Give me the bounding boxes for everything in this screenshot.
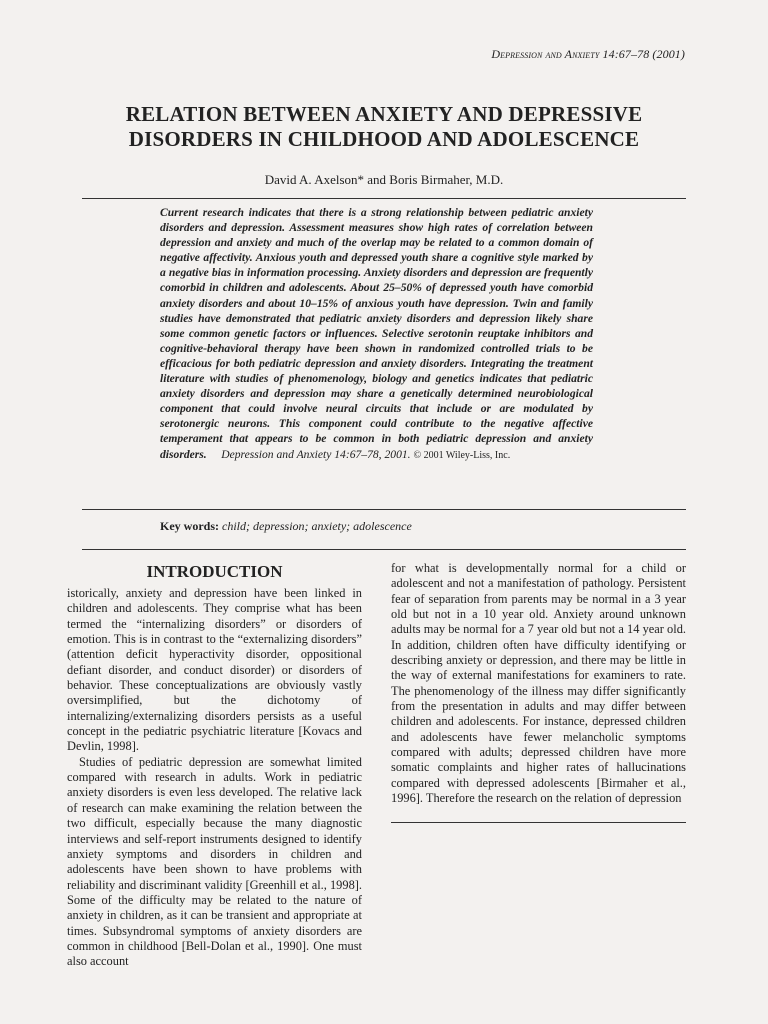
keywords-terms: child; depression; anxiety; adolescence: [222, 519, 412, 533]
article-authors: David A. Axelson* and Boris Birmaher, M.D.: [264, 172, 504, 187]
article-title-line-2: DISORDERS IN CHILDHOOD AND ADOLESCENCE: [128, 127, 640, 151]
body-column-left: [67, 562, 362, 970]
body-column-right: [391, 561, 686, 807]
footnote-divider: [391, 822, 686, 823]
intro-paragraph-1: istorically, anxiety and depression have been linked in children and adolescents. They comprise what has been termed the “internalizing disorders” or disorders of emotion. This is in contrast to the “externalizing disorders” (attention deficit hyperactivity disorder, oppositional defiant disorder, and conduct disorder) or disorders of behavior. These conceptualizations are obviously vastly oversimplified, but the dichotomy of internalizing/externalizing disorders persists as a useful concept in the pediatric psychiatric literature [Kovacs and Devlin, 1998].: [67, 586, 362, 754]
journal-name: Depression and Anxiety: [491, 47, 600, 61]
abstract-text: Current research indicates that there is a strong relationship between pediatric anxiety disorders and depression. Assessment measures show high rates of correlation between depression and anxiety and much of the overlap may be related to a common domain of negative affectivity. Anxious youth and depressed youth share a cognitive style marked by a negative bias in information processing. Anxiety disorders and depression are frequently comorbid in children and adolescents. About 25–50% of depressed youth have comorbid anxiety disorders and about 10–15% of anxious youth have depression. Twin and family studies have demonstrated that pediatric anxiety disorders and depression likely share some common genetic factors or influences. Selective serotonin reuptake inhibitors and cognitive-behavioral therapy have been shown in randomized controlled trials to be efficacious for both pediatric depression and anxiety disorders. Integrating the treatment literature with studies of phenomenology, biology and genetics indicates that pediatric anxiety disorders and depression may share a genetically determined neurobiological component that could involve neural circuits that include or are modulated by serotonergic neurons. This component could contribute to the negative affective temperament that appears to be common in both pediatric depression and anxiety disorders.: [160, 206, 593, 461]
journal-citation: 14:67–78 (2001): [602, 47, 685, 61]
journal-header: [491, 47, 685, 62]
section-heading-introduction: INTRODUCTION: [146, 562, 283, 581]
keywords-label: Key words:: [160, 519, 219, 533]
abstract: [160, 205, 593, 463]
article-title-line-1: RELATION BETWEEN ANXIETY AND DEPRESSIVE: [125, 102, 643, 126]
intro-paragraph-2: Studies of pediatric depression are somewhat limited compared with research in adults. Work in pediatric anxiety disorders is even less developed. The relative lack of research can make examining the relation between the two difficult, especially because the many diagnostic interviews and self-report instruments designed to identify anxiety symptoms and disorders in children and adolescents have been shown to have problems with reliability and discriminant validity [Greenhill et al., 1998]. Some of the difficulty may be related to the nature of anxiety in children, as it can be transient and appropriate at times. Subsyndromal symptoms of anxiety disorders are common in childhood [Bell-Dolan et al., 1990]. One must also account: [67, 754, 362, 969]
abstract-citation: Depression and Anxiety 14:67–78, 2001.: [221, 447, 411, 461]
intro-paragraph-3: for what is developmentally normal for a child or adolescent and not a manifestation of pathology. Persistent fear of separation from parents may be normal in a 3 year old but not in a 10 year old. Anxiety around unknown adults may be normal for a 7 year old but not a 14 year old. In addition, children often have difficulty identifying or describing anxiety or depression, and there may be little in the way of external manifestations for examiners to rate. The phenomenology of the illness may differ significantly from the presentation in adults and may differ between children and adolescents. For instance, depressed children and adolescents have fewer melancholic symptoms compared with adults; depressed children have more somatic complaints and higher rates of hallucinations compared with depressed adolescents [Birmaher et al., 1996]. Therefore the research on the relation of depression: [391, 561, 686, 806]
keywords-divider: [82, 549, 686, 550]
article-title: [0, 102, 768, 152]
keywords: [160, 519, 412, 534]
abstract-copyright: © 2001 Wiley-Liss, Inc.: [413, 449, 511, 461]
abstract-divider: [82, 509, 686, 510]
top-divider: [82, 198, 686, 199]
